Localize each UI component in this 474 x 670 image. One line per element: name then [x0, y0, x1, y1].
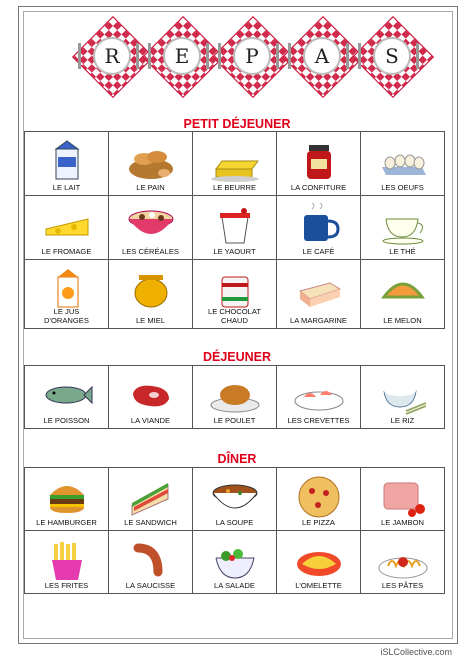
vocab-label: LE PIZZA	[302, 518, 335, 527]
vocab-label: LE THÉ	[389, 247, 416, 256]
grid-row	[25, 132, 445, 196]
vocab-cell	[25, 531, 109, 594]
vocab-grid-breakfast	[24, 131, 445, 329]
grid-row	[25, 531, 445, 594]
vocab-label: LA CONFITURE	[290, 183, 347, 192]
repas-banner	[70, 24, 420, 110]
vocab-label: LE POISSON	[43, 416, 90, 425]
eggs-carton-icon	[376, 139, 430, 183]
sandwich-icon	[124, 475, 178, 519]
vocab-label: LE POULET	[213, 416, 256, 425]
jam-jar-icon	[292, 139, 346, 183]
vocab-label: LE LAIT	[52, 183, 81, 192]
margarine-tub-icon	[292, 267, 346, 311]
ham-icon	[376, 475, 430, 519]
honey-pot-icon	[124, 267, 178, 311]
vocab-label: LES CREVETTES	[287, 416, 350, 425]
plate-letter	[373, 37, 411, 75]
vocab-cell	[193, 196, 277, 260]
vocab-label: LA VIANDE	[130, 416, 171, 425]
vocab-cell	[25, 196, 109, 260]
omelette-icon	[292, 538, 346, 582]
fries-icon	[40, 538, 94, 582]
vocab-label: LE JAMBON	[380, 518, 425, 527]
banner-letter: E	[174, 44, 190, 68]
vocab-cell	[109, 132, 193, 196]
knife-icon	[346, 43, 349, 69]
vocab-cell	[109, 196, 193, 260]
plate-letter	[163, 37, 201, 75]
vocab-label: LE MELON	[383, 316, 422, 325]
knife-icon	[206, 43, 209, 69]
vocab-cell	[193, 132, 277, 196]
fork-icon	[218, 43, 221, 69]
vocab-cell	[277, 132, 361, 196]
vocab-label: LES CÉRÉALES	[122, 247, 179, 256]
vocab-cell	[25, 260, 109, 329]
tea-cup-icon	[376, 203, 430, 247]
vocab-cell	[109, 260, 193, 329]
knife-icon	[276, 43, 279, 69]
cheese-icon	[40, 203, 94, 247]
cereal-bowl-icon	[124, 203, 178, 247]
shrimp-plate-icon	[292, 373, 346, 417]
vocab-label: L'OMELETTE	[295, 581, 342, 590]
vocab-cell	[277, 531, 361, 594]
vocab-cell	[193, 260, 277, 329]
vocab-label: LE JUS D'ORANGES	[44, 307, 89, 325]
plate-letter	[303, 37, 341, 75]
vocab-cell	[277, 196, 361, 260]
vocab-label: LE RIZ	[390, 416, 415, 425]
roast-chicken-icon	[208, 373, 262, 417]
fork-icon	[288, 43, 291, 69]
fork-icon	[78, 43, 81, 69]
vocab-cell	[25, 468, 109, 531]
vocab-cell	[361, 196, 445, 260]
vocab-cell	[277, 366, 361, 429]
grid-row	[25, 468, 445, 531]
vocab-cell	[25, 366, 109, 429]
orange-juice-icon	[40, 267, 94, 311]
vocab-label: LE BEURRE	[212, 183, 257, 192]
sausage-icon	[124, 538, 178, 582]
banner-letter: A	[314, 44, 330, 68]
plate-letter	[233, 37, 271, 75]
vocab-cell	[193, 366, 277, 429]
butter-icon	[208, 139, 262, 183]
vocab-cell	[193, 531, 277, 594]
section-title-diner: DÎNER	[217, 452, 257, 466]
vocab-label: LE PAIN	[136, 183, 165, 192]
vocab-label: LE MIEL	[135, 316, 166, 325]
vocab-label: LE CAFÉ	[302, 247, 335, 256]
steak-icon	[124, 373, 178, 417]
footer-credit: iSLCollective.com	[380, 647, 452, 657]
vocab-cell	[109, 531, 193, 594]
vocab-cell	[277, 260, 361, 329]
vocab-label: LE FROMAGE	[41, 247, 92, 256]
fork-icon	[148, 43, 151, 69]
pizza-icon	[292, 475, 346, 519]
vocab-cell	[361, 468, 445, 531]
vocab-label: LES FRITES	[44, 581, 89, 590]
vocab-label: LE CHOCOLAT CHAUD	[207, 307, 262, 325]
banner-letter: P	[245, 44, 259, 68]
fish-icon	[40, 373, 94, 417]
vocab-label: LE HAMBURGER	[36, 518, 97, 527]
banner-letter: S	[385, 44, 399, 68]
rice-bowl-icon	[376, 373, 430, 417]
vocab-label: LA SALADE	[214, 581, 255, 590]
vocab-cell	[109, 468, 193, 531]
vocab-label: LES PÂTES	[381, 581, 424, 590]
knife-icon	[136, 43, 139, 69]
soup-bowl-icon	[208, 475, 262, 519]
vocab-label: LA SAUCISSE	[125, 581, 176, 590]
grid-row	[25, 366, 445, 429]
vocab-label: LE SANDWICH	[124, 518, 177, 527]
salad-bowl-icon	[208, 538, 262, 582]
vocab-cell	[109, 366, 193, 429]
vocab-label: LA SOUPE	[215, 518, 254, 527]
milk-carton-icon	[40, 139, 94, 183]
vocab-cell	[361, 531, 445, 594]
knife-icon	[416, 43, 419, 69]
vocab-cell	[361, 260, 445, 329]
grid-row	[25, 196, 445, 260]
yogurt-cup-icon	[208, 203, 262, 247]
fork-icon	[358, 43, 361, 69]
chocolate-tin-icon	[208, 267, 262, 311]
section-title-petit-dejeuner: PETIT DÉJEUNER	[183, 117, 291, 131]
vocab-label: LES OEUFS	[381, 183, 424, 192]
vocab-cell	[361, 132, 445, 196]
vocab-cell	[193, 468, 277, 531]
vocab-grid-lunch	[24, 365, 445, 429]
coffee-mug-icon	[292, 203, 346, 247]
vocab-cell	[277, 468, 361, 531]
vocab-grid-dinner	[24, 467, 445, 594]
vocab-label: LA MARGARINE	[290, 316, 347, 325]
section-title-dejeuner: DÉJEUNER	[202, 350, 272, 364]
melon-slice-icon	[376, 267, 430, 311]
hamburger-icon	[40, 475, 94, 519]
vocab-cell	[361, 366, 445, 429]
vocab-label: LE YAOURT	[213, 247, 256, 256]
grid-row	[25, 260, 445, 329]
banner-letter: R	[104, 44, 120, 68]
plate-letter	[93, 37, 131, 75]
pasta-plate-icon	[376, 538, 430, 582]
vocab-cell	[25, 132, 109, 196]
bread-basket-icon	[124, 139, 178, 183]
